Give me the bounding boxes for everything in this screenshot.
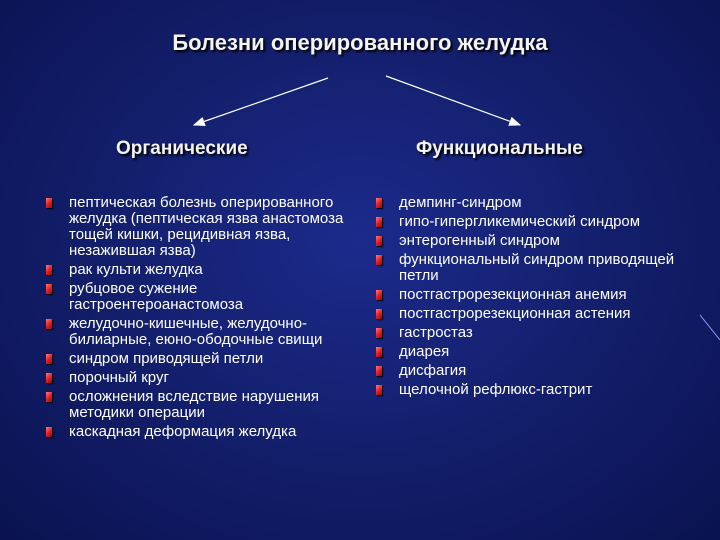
bullet-icon (46, 427, 52, 437)
arrow-right (386, 76, 520, 125)
bullet-icon (46, 392, 52, 402)
list-item: функциональный синдром приводящей петли (376, 252, 706, 284)
bullet-icon (376, 236, 382, 246)
list-item: дисфагия (376, 363, 706, 379)
bullet-icon (46, 319, 52, 329)
bullet-icon (376, 198, 382, 208)
bullet-icon (376, 255, 382, 265)
heading-functional: Функциональные (416, 138, 583, 159)
list-item: демпинг-синдром (376, 195, 706, 211)
bullet-icon (376, 385, 382, 395)
list-item: осложнения вследствие нарушения методики операции (46, 389, 346, 421)
bullet-icon (376, 309, 382, 319)
list-item: рубцовое сужение гастроентероанастомоза (46, 281, 346, 313)
list-item: каскадная деформация желудка (46, 424, 346, 440)
list-item: синдром приводящей петли (46, 351, 346, 367)
heading-organic: Органические (116, 138, 248, 159)
functional-list (376, 195, 706, 401)
list-item: порочный круг (46, 370, 346, 386)
bullet-icon (46, 265, 52, 275)
bullet-icon (46, 284, 52, 294)
list-item: пептическая болезнь оперированного желудка (пептическая язва анастомоза тощей кишки, рецидивная язва, незажившая язва) (46, 195, 346, 259)
list-item: гипо-гипергликемический синдром (376, 214, 706, 230)
bullet-icon (376, 217, 382, 227)
bullet-icon (376, 347, 382, 357)
bullet-icon (46, 354, 52, 364)
page-title: Болезни оперированного желудка (172, 30, 548, 55)
list-item: энтерогенный синдром (376, 233, 706, 249)
bullet-icon (376, 290, 382, 300)
bullet-icon (376, 366, 382, 376)
list-item: щелочной рефлюкс-гастрит (376, 382, 706, 398)
list-item: постгастрорезекционная астения (376, 306, 706, 322)
list-item: рак культи желудка (46, 262, 346, 278)
list-item: постгастрорезекционная анемия (376, 287, 706, 303)
list-item: желудочно-кишечные, желудочно-билиарные, еюно-ободочные свищи (46, 316, 346, 348)
bullet-icon (376, 328, 382, 338)
list-item: диарея (376, 344, 706, 360)
bullet-icon (46, 198, 52, 208)
arrow-left (194, 78, 328, 125)
organic-list (46, 195, 346, 443)
bullet-icon (46, 373, 52, 383)
list-item: гастростаз (376, 325, 706, 341)
